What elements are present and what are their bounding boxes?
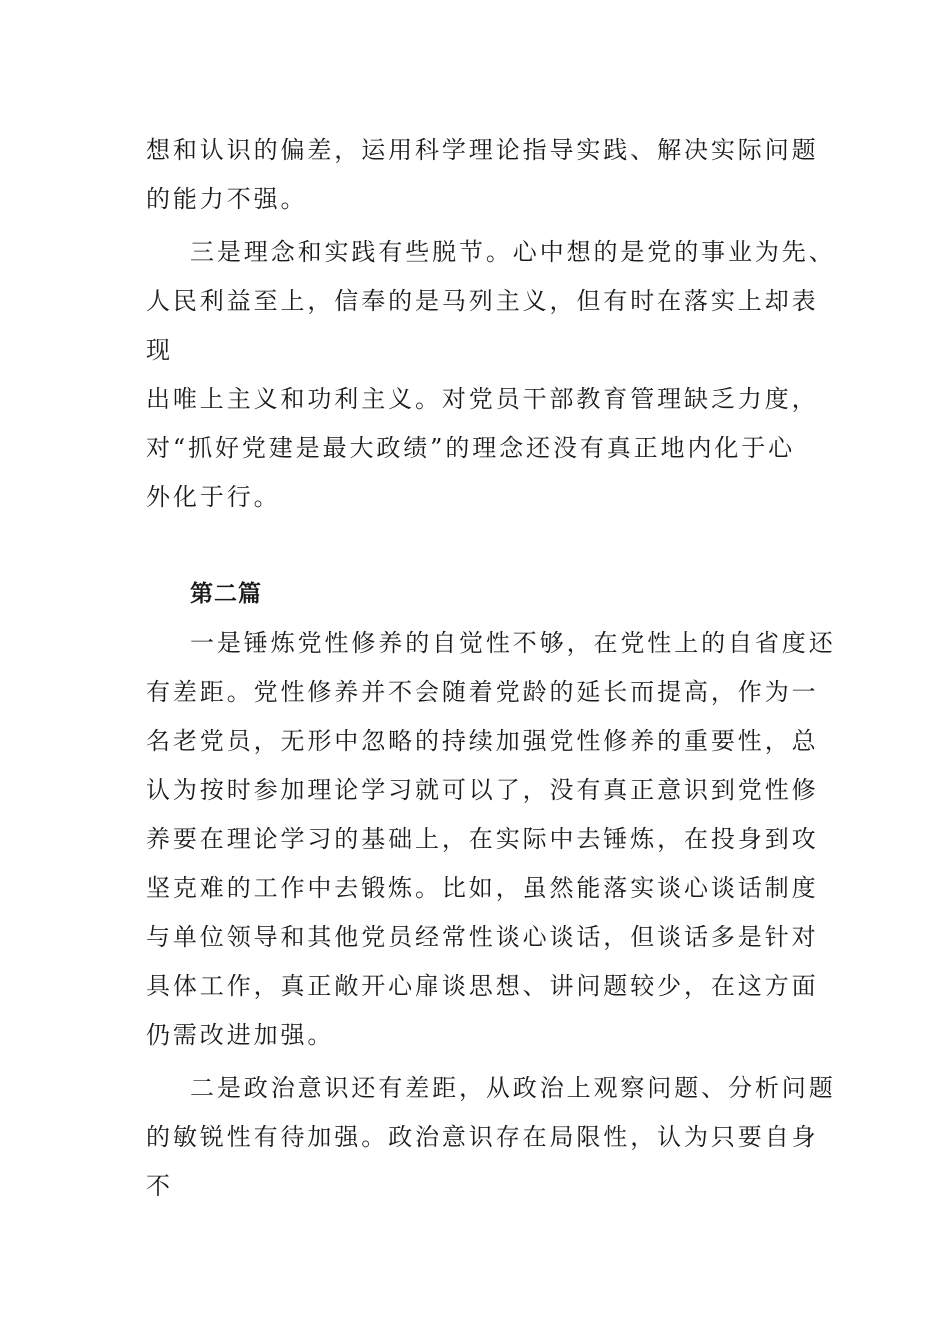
text-line: 仍需改进加强。: [146, 1021, 335, 1049]
paragraph: [146, 619, 836, 1060]
paragraph: [146, 1064, 836, 1211]
text-line: 外化于行。: [146, 483, 281, 511]
text-line: 对“抓好党建是最大政绩”的理念还没有真正地内化于心: [146, 434, 796, 462]
text-line: 名老党员，无形中忽略的持续加强党性修养的重要性，总: [146, 727, 819, 755]
text-line: 养要在理论学习的基础上，在实际中去锤炼，在投身到攻: [146, 825, 819, 853]
text-line: 认为按时参加理论学习就可以了，没有真正意识到党性修: [146, 776, 819, 804]
text-line: 的能力不强。: [146, 185, 308, 213]
document-page: [146, 126, 836, 1211]
paragraph: [146, 126, 819, 224]
section-spacer: [146, 522, 816, 570]
text-line: 与单位领导和其他党员经常性谈心谈话，但谈话多是针对: [146, 923, 819, 951]
text-line: 想和认识的偏差，运用科学理论指导实践、解决实际问题: [146, 136, 819, 164]
text-line: 不: [146, 1172, 173, 1200]
text-line: 三是理念和实践有些脱节。心中想的是党的事业为先、: [190, 238, 836, 266]
text-line: 坚克难的工作中去锻炼。比如，虽然能落实谈心谈话制度: [146, 874, 819, 902]
text-line: 的敏锐性有待加强。政治意识存在局限性，认为只要自身: [146, 1123, 819, 1151]
text-line: 出唯上主义和功利主义。对党员干部教育管理缺乏力度，: [146, 385, 819, 413]
text-line: 一是锤炼党性修养的自觉性不够，在党性上的自省度还: [190, 629, 836, 657]
text-line: 现: [146, 336, 173, 364]
text-line: 具体工作，真正敞开心扉谈思想、讲问题较少，在这方面: [146, 972, 819, 1000]
text-line: 有差距。党性修养并不会随着党龄的延长而提高，作为一: [146, 678, 819, 706]
text-line: 二是政治意识还有差距，从政治上观察问题、分析问题: [190, 1074, 836, 1102]
paragraph: [146, 228, 836, 522]
section-heading: 第二篇: [190, 581, 262, 607]
text-line: 人民利益至上，信奉的是马列主义，但有时在落实上却表: [146, 287, 819, 315]
